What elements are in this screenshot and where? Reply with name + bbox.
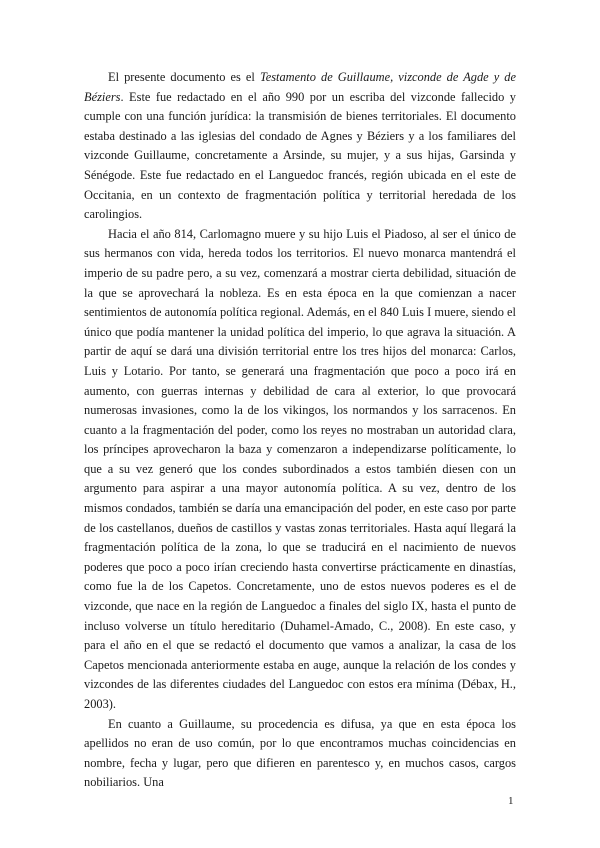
paragraph-1-intro: El presente documento es el — [108, 70, 260, 84]
paragraph-2: Hacia el año 814, Carlomagno muere y su hijo Luis el Piadoso, al ser el único de sus hermanos con vida, hereda todos los territorios. El nuevo monarca mantendrá el imperio de su padre pero, a su vez, comenzará a mostrar cierta debilidad, situación de la que se aprovechará la nobleza. Es en esta época en la que comienzan a nacer sentimientos de autonomía política regional. Además, en el 840 Luis I muere, siendo el único que podía mantener la unidad política del imperio, lo que agrava la situación. A partir de aquí se dará una división territorial entre los tres hijos del monarca: Carlos, Luis y Lotario. Por tanto, se generará una fragmentación que poco a poco irá en aumento, con guerras internas y debilidad de cara al exterior, lo que provocará numerosas invasiones, como la de los vikingos, los normandos y los sarracenos. En cuanto a la fragmentación del poder, como los reyes no mostraban un autoridad clara, los príncipes aprovecharon la baza y comenzaron a independizarse políticamente, lo que a su vez generó que los condes subordinados a estos también diesen con un argumento para aspirar a una mayor autonomía política. A su vez, dentro de los mismos condados, también se daría una emancipación del poder, en este caso por parte de los castellanos, dueños de castillos y vastas zonas territoriales. Hasta aquí llegará la fragmentación política de la zona, lo que se traducirá en el nacimiento de nuevos poderes que poco a poco irían creciendo hasta convertirse prácticamente en dinastías, como fue la de los Capetos. Concretamente, uno de estos nuevos poderes es el de vizconde, que nace en la región de Languedoc a finales del siglo IX, hasta el punto de incluso volverse un título hereditario (Duhamel-Amado, C., 2008). En este caso, y para el año en el que se redactó el documento que vamos a analizar, la casa de los Capetos mencionada anteriormente estaba en auge, aunque la relación de los condes y vizcondes de las diferentes ciudades del Languedoc con estos era mínima (Débax, H., 2003). — [84, 226, 516, 711]
document-title-reference: Testamento de Guillaume, vizconde de Agde y de Béziers — [84, 70, 516, 104]
paragraph-1 — [84, 68, 516, 225]
document-body — [84, 68, 516, 793]
paragraph-3: En cuanto a Guillaume, su procedencia es difusa, ya que en esta época los apellidos no eran de uso común, por lo que encontramos muchas coincidencias en nombre, fecha y lugar, pero que difieren en parentesco y, en muchos casos, cargos nobiliarios. Una — [84, 716, 516, 790]
paragraph-1-rest: . Este fue redactado en el año 990 por un escriba del vizconde fallecido y cumple con una función jurídica: la transmisión de bienes territoriales. El documento estaba destinado a las iglesias del condado de Agnes y Béziers y a los familiares del vizconde Guillaume, concretamente a Arsinde, su mujer, y a sus hijas, Garsinda y Sénégode. Este fue redactado en el Languedoc francés, región ubicada en el este de Occitania, en un contexto de fragmentación política y territorial heredada de los carolingios. — [84, 89, 516, 222]
page-number: 1 — [508, 795, 514, 807]
